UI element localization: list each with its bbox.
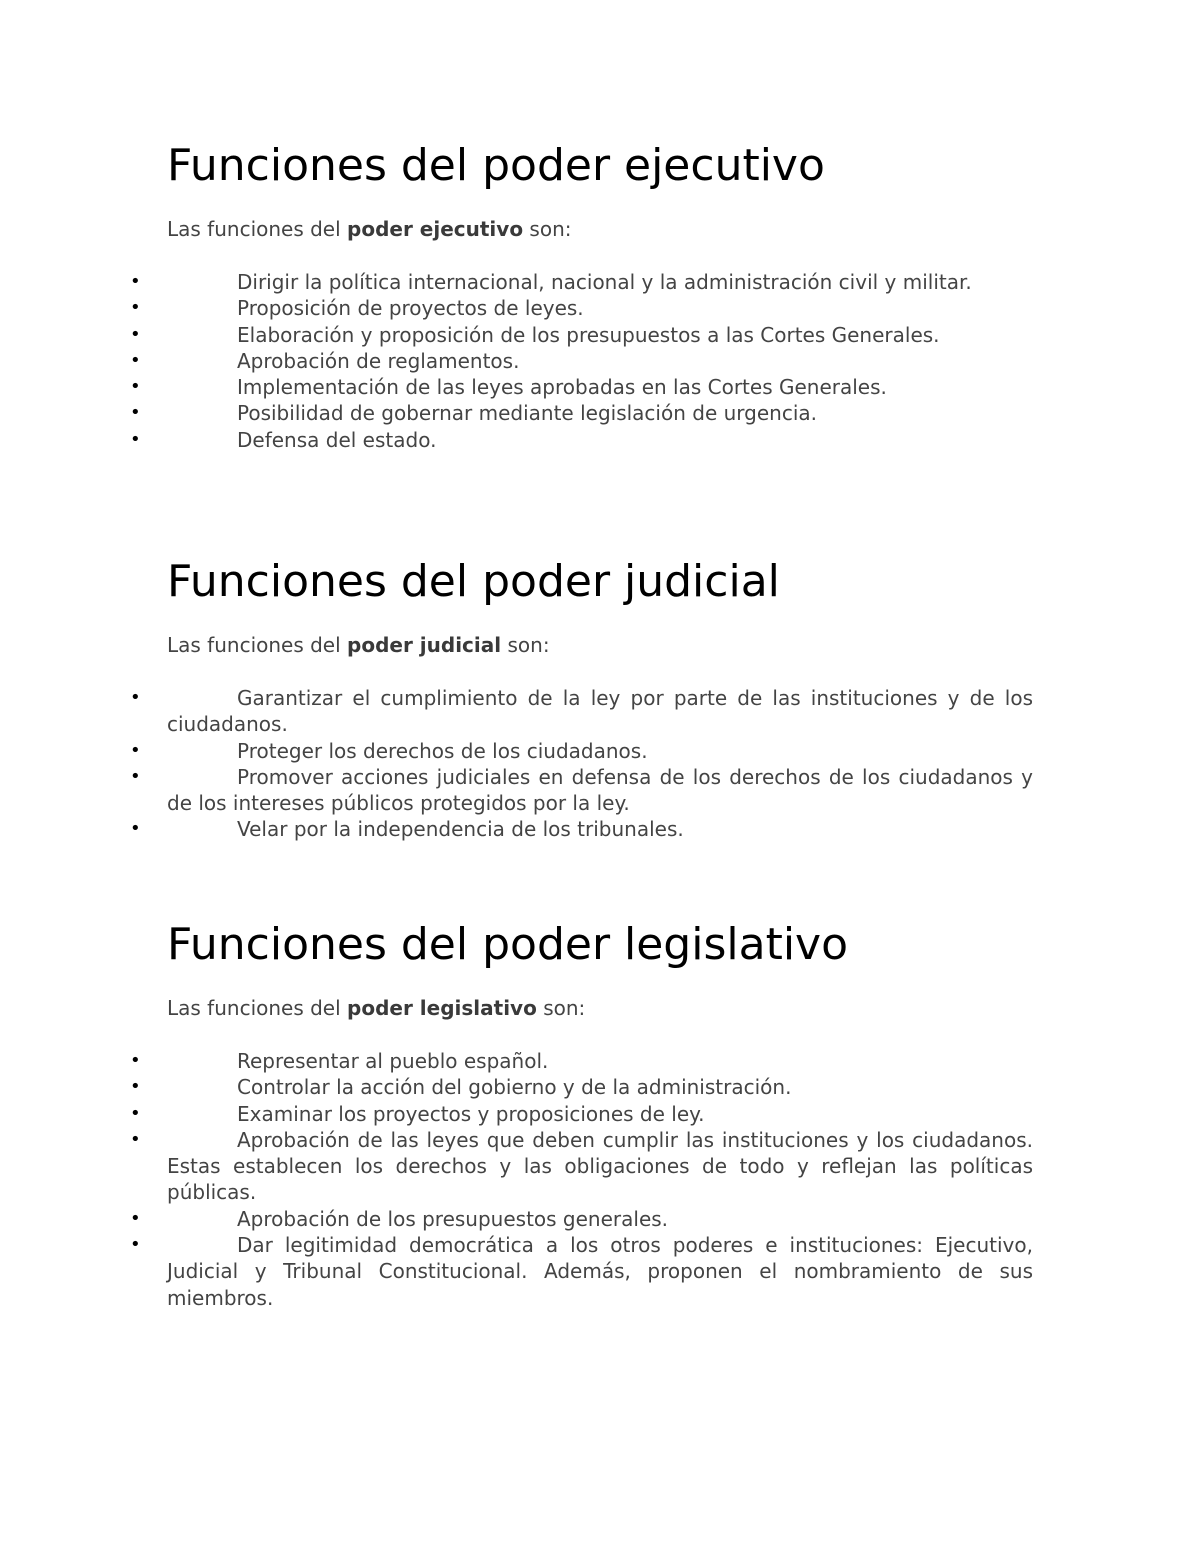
section-poder-legislativo (130, 919, 1033, 1311)
section-intro (167, 995, 1033, 1021)
bullet-icon: • (130, 818, 141, 840)
intro-text-end: son: (523, 217, 572, 241)
list-item: • Implementación de las leyes aprobadas en las Cortes Generales. (130, 375, 887, 400)
list-item: • Dar legitimidad democrática a los otros poderes e instituciones: Ejecutivo, Judicial y Tribunal Constitucional. Además, proponen el nombramiento de sus miembros. (130, 1233, 1033, 1310)
list-item: • Aprobación de los presupuestos generales. (130, 1206, 669, 1231)
bullet-icon: • (130, 349, 141, 371)
bullet-icon: • (130, 428, 141, 450)
list-item: • Elaboración y proposición de los presupuestos a las Cortes Generales. (130, 322, 940, 347)
intro-text: Las funciones del (167, 996, 348, 1020)
bullet-list (130, 269, 1033, 453)
bullet-icon: • (130, 1050, 141, 1071)
section-heading: Funciones del poder ejecutivo (167, 140, 825, 191)
bullet-icon: • (130, 1207, 141, 1229)
section-heading: Funciones del poder legislativo (167, 919, 849, 970)
list-item: • Velar por la independencia de los tribunales. (130, 817, 684, 842)
list-item: • Aprobación de reglamentos. (130, 348, 520, 373)
list-item: • Promover acciones judiciales en defensa de los derechos de los ciudadanos y de los intereses públicos protegidos por la ley. (130, 764, 1033, 816)
section-poder-judicial (130, 556, 1033, 843)
section-intro (167, 632, 1033, 658)
bullet-icon: • (130, 687, 141, 708)
bullet-icon: • (130, 739, 141, 761)
list-item: • Representar al pueblo español. (130, 1049, 549, 1073)
bullet-icon: • (130, 271, 141, 292)
intro-bold-term: poder ejecutivo (347, 217, 524, 241)
list-item: • Proposición de proyectos de leyes. (130, 296, 584, 321)
list-item: • Garantizar el cumplimiento de la ley por parte de las instituciones y de los ciudadanos. (130, 686, 1033, 737)
bullet-icon: • (130, 765, 141, 787)
intro-text: Las funciones del (167, 633, 348, 657)
intro-bold-term: poder judicial (347, 633, 502, 657)
bullet-icon: • (130, 376, 141, 398)
list-item: • Dirigir la política internacional, nacional y la administración civil y militar. (130, 270, 972, 294)
intro-bold-term: poder legislativo (347, 996, 537, 1020)
bullet-icon: • (130, 1076, 141, 1098)
section-heading: Funciones del poder judicial (167, 556, 780, 607)
section-intro (167, 216, 1033, 242)
list-item: • Controlar la acción del gobierno y de la administración. (130, 1075, 792, 1100)
section-poder-ejecutivo (130, 140, 1033, 453)
intro-text-end: son: (501, 633, 550, 657)
list-item: • Examinar los proyectos y proposiciones de ley. (130, 1101, 705, 1126)
bullet-icon: • (130, 297, 141, 319)
bullet-icon: • (130, 1102, 141, 1124)
bullet-list (130, 685, 1033, 843)
intro-text: Las funciones del (167, 217, 348, 241)
list-item: • Aprobación de las leyes que deben cumplir las instituciones y los ciudadanos. Estas establecen los derechos y las obligaciones de todo y reflejan las políticas públicas. (130, 1127, 1033, 1205)
bullet-icon: • (130, 323, 141, 345)
list-item: • Defensa del estado. (130, 427, 437, 452)
bullet-icon: • (130, 402, 141, 424)
bullet-icon: • (130, 1128, 141, 1150)
intro-text-end: son: (536, 996, 586, 1020)
list-item: • Proteger los derechos de los ciudadanos. (130, 738, 648, 763)
bullet-icon: • (130, 1234, 141, 1256)
list-item: • Posibilidad de gobernar mediante legislación de urgencia. (130, 401, 817, 426)
bullet-list (130, 1048, 1033, 1311)
